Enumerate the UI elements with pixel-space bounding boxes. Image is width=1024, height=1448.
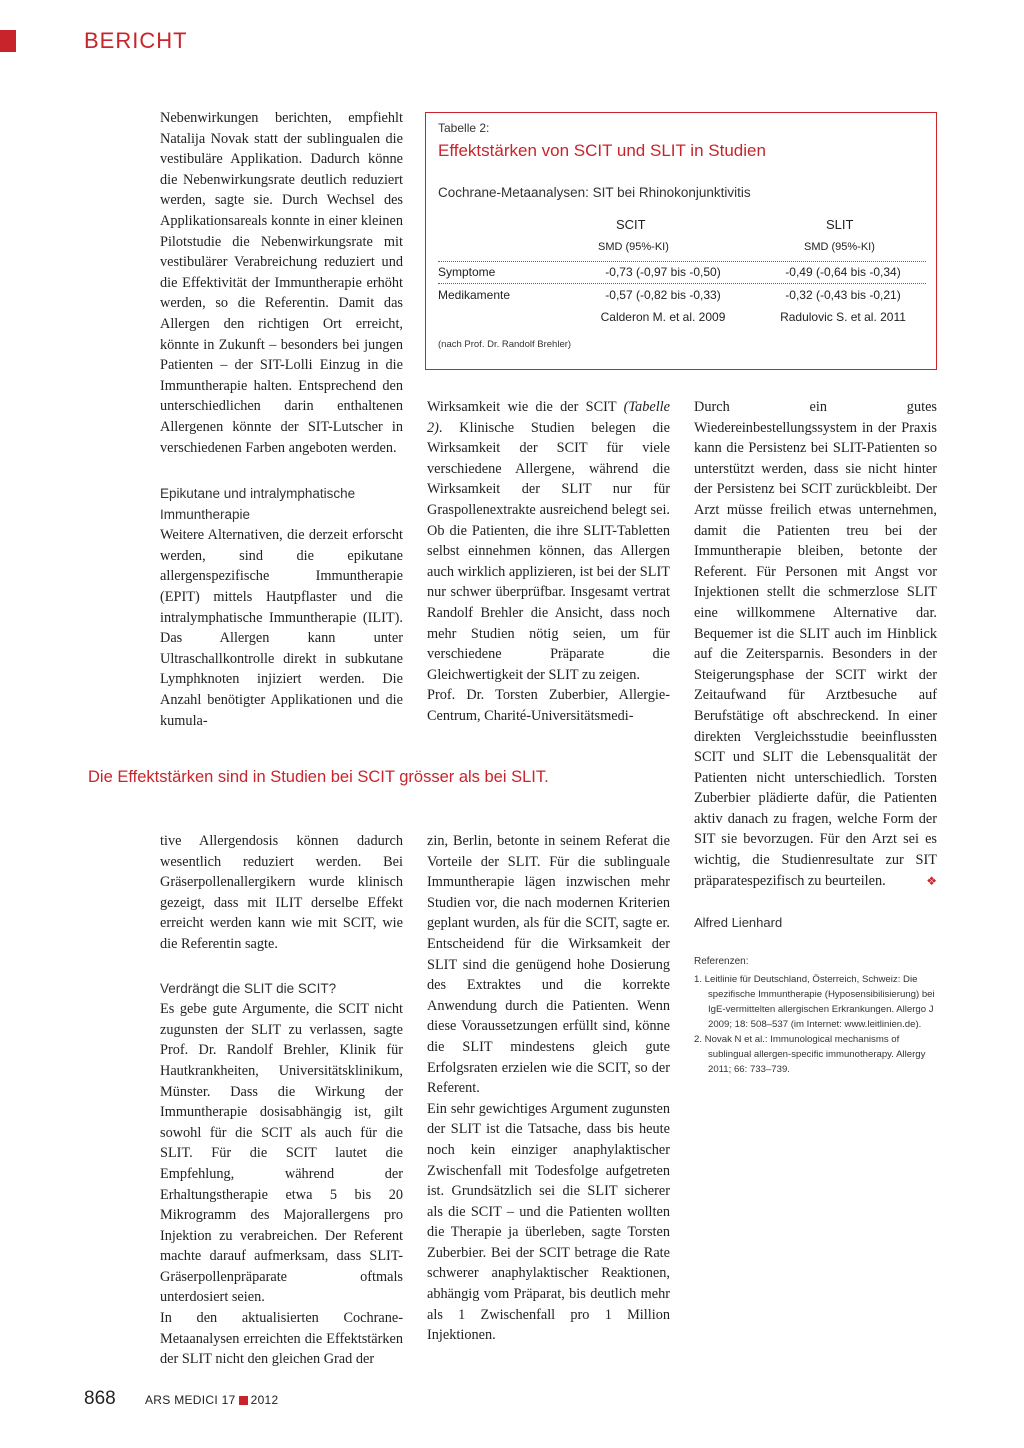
paragraph xyxy=(694,397,937,891)
journal-name: ARS MEDICI 17 xyxy=(145,1393,236,1407)
author: Alfred Lienhard xyxy=(694,915,783,931)
column-1-bottom xyxy=(160,831,403,1370)
section-marker xyxy=(0,30,16,52)
page-number: 868 xyxy=(84,1388,116,1409)
subheading-epikutane: Epikutane und intralymphatische Immuntherapie xyxy=(160,486,356,522)
reference-item: 1. Leitlinie für Deutschland, Österreich, Schweiz: Die spezifische Immuntherapie (Hyposensibilisierung) bei IgE-vermittelten allergischen Erkrankungen. Allergo J 2009; 18: 508–537 (im Internet: www.leitlinien.de). xyxy=(694,974,935,1031)
text-run: Durch ein gutes Wiedereinbestellungssystem in der Praxis kann die Persistenz bei SLIT-Patienten so unterstützt werden, dass sie nicht hinter der Persistenz bei SCIT zurückbleibt. Der Arzt müsse freilich etwas unternehmen, damit die Patienten treu bei der Immuntherapie bleiben, betonte der Referent. Für Personen mit Angst vor Injektionen stellt die schmerzlose SLIT eine willkommene Alternative dar. Bequemer ist die SLIT auch im Hinblick auf die Zeitersparnis. Besonders in der Steigerungsphase der SCIT wirkt der Zeitaufwand für Arztbesuche auf Berufstätige oft abschreckend. In einer direkten Vergleichsstudie beeinflussten SCIT und SLIT die Lebensqualität der Patienten nicht unterschiedlich. Torsten Zuberbier plädierte dafür, die Patienten aktiv danach zu fragen, welche Form der SIT sie bevorzugen. Für den Arzt sei es wichtig, die Studienresultate zur SIT präparatespezifisch zu beurteilen. xyxy=(694,399,937,889)
text-run: Wirksamkeit wie die der SCIT xyxy=(427,399,624,415)
subheading-verdraengt: Verdrängt die SLIT die SCIT? xyxy=(160,980,337,996)
table-subtitle: Cochrane-Metaanalysen: SIT bei Rhinokonjunktivitis xyxy=(438,185,751,200)
column-2-bottom xyxy=(427,831,670,1346)
paragraph: zin, Berlin, betonte in seinem Referat die Vorteile der SLIT. Für die sublinguale Immuntherapie lägen inzwischen mehr Studien vor, die nach modernen Kriterien geplant wurden, als für die SCIT, sagte er. Entscheidend für die Wirksamkeit der SLIT sind die genügend hohe Dosierung des Extraktes und die korrekte Anwendung durch die Patienten. Wenn diese Voraussetzungen erfüllt sind, könne die SLIT mindestens gleich gute Erfolgsraten erzielen wie die SCIT, so der Referent. xyxy=(427,833,670,1097)
column-1-top xyxy=(160,108,403,731)
paragraph: Weitere Alternativen, die derzeit erforscht werden, sind die epikutane allergenspezifische Immuntherapie (EPIT) mittels Hautpflaster und die intralymphatische Immuntherapie (ILIT). Das Allergen kann unter Ultraschallkontrolle direkt in subkutane Lymphknoten injiziert werden. Die Anzahl benötigter Applikationen und die kumula- xyxy=(160,527,403,729)
text-run: . Klinische Studien belegen die Wirksamkeit der SCIT für viele verschiedene Allergene, während die Wirksamkeit der SLIT nur für Graspollenextrakte ausreichend belegt sei. Ob die Patienten, die ihre SLIT-Tabletten selbst einnehmen können, das Allergen auch wirklich applizieren, ist bei der SLIT nur schwer überprüfbar. Insgesamt vertrat Randolf Brehler die Ansicht, dass noch mehr Studien nötig seien, um für verschiedene Präparate die Gleichwertigkeit der SLIT zu zeigen. xyxy=(427,419,670,683)
column-subhead-scit: SMD (95%-KI) xyxy=(598,241,669,253)
source-scit: Calderon M. et al. 2009 xyxy=(600,310,726,324)
paragraph: Es gebe gute Argumente, die SCIT nicht zugunsten der SLIT zu verlassen, sagte Prof. Dr. Randolf Brehler, Klinik für Hautkrankheiten, Universitätsklinikum, Münster. Dass die Wirkung der Immuntherapie dosisabhängig ist, gilt sowohl für die SCIT als auch für die SLIT. Für die SCIT lautet die Empfehlung, während der Erhaltungstherapie etwa 5 bis 20 Mikrogramm des Majorallergens pro Injektion zu verabreichen. Der Referent machte darauf aufmerksam, dass SLIT-Gräserpollenpräparate oftmals unterdosiert seien. xyxy=(160,1001,403,1306)
paragraph xyxy=(427,397,670,685)
divider xyxy=(438,283,926,284)
column-subhead-slit: SMD (95%-KI) xyxy=(804,241,875,253)
references-title: Referenzen: xyxy=(694,955,749,967)
divider xyxy=(438,261,926,262)
cell-symptome-scit: -0,73 (-0,97 bis -0,50) xyxy=(605,265,721,279)
reference-item: 2. Novak N et al.: Immunological mechanisms of sublingual allergen-specific immunotherapy. Allergy 2011; 66: 733–739. xyxy=(694,1034,926,1076)
column-head-scit: SCIT xyxy=(616,217,646,232)
column-3 xyxy=(694,397,937,1077)
row-label-symptome: Symptome xyxy=(438,265,496,279)
paragraph: tive Allergendosis können dadurch wesentlich reduziert werden. Bei Gräserpollenallergikern wurde klinisch gezeigt, dass mit ILIT derselbe Effekt erreicht werden kann wie mit SCIT, wie die Referentin sagte. xyxy=(160,833,403,952)
paragraph: In den aktualisierten Cochrane-Metaanalysen erreichten die Effektstärken der SLIT nicht den gleichen Grad der xyxy=(160,1310,403,1368)
table-2 xyxy=(425,112,937,370)
separator-square xyxy=(239,1396,248,1405)
table-title: Effektstärken von SCIT und SLIT in Studien xyxy=(438,141,766,160)
journal-info xyxy=(145,1393,279,1407)
source-slit: Radulovic S. et al. 2011 xyxy=(780,310,906,324)
paragraph: Ein sehr gewichtiges Argument zugunsten der SLIT ist die Tatsache, dass bis heute noch kein einziger anaphylaktischer Zwischenfall mit Todesfolge aufgetreten ist. Grundsätzlich sei die SLIT sicherer als die SCIT – und die Patienten wollten die Therapie ja überleben, sagte Torsten Zuberbier. Bei der SCIT betrage die Rate schwerer anaphylaktischer Reaktionen, abhängig vom Präparat, bis deutlich mehr als 1 Zwischenfall pro 1 Million Injektionen. xyxy=(427,1100,670,1344)
journal-year: 2012 xyxy=(250,1393,279,1407)
cell-symptome-slit: -0,49 (-0,64 bis -0,34) xyxy=(785,265,901,279)
row-label-medikamente: Medikamente xyxy=(438,288,511,302)
paragraph: Prof. Dr. Torsten Zuberbier, Allergie-Centrum, Charité-Universitätsmedi- xyxy=(427,687,670,724)
table-reference: (Tabelle 2) xyxy=(427,399,670,436)
paragraph: Nebenwirkungen berichten, empfiehlt Natalija Novak statt der sublingualen die vestibuläre Applikation. Dadurch könne die Nebenwirkungsrate deutlich reduziert werden, sagte sie. Durch Wechsel des Applikationsareals konnte in einer kleinen Pilotstudie die Nebenwirkungsrate mit vestibulärer Verabreichung reduziert und die Effektivität der Immuntherapie erhöht werden, so die Referentin. Damit das Allergen den richtigen Ort erreicht, könnte in Zukunft – besonders bei jungen Patienten – der SIT-Lolli Einzug in die Immuntherapie halten. Entsprechend den unterschiedlichen darin enthaltenen Allergenen könnte der SIT-Lutscher in verschiedenen Farben angeboten werden. xyxy=(160,110,403,456)
section-title: BERICHT xyxy=(84,28,188,53)
cell-medikamente-slit: -0,32 (-0,43 bis -0,21) xyxy=(785,288,901,302)
references xyxy=(694,952,937,1078)
column-head-slit: SLIT xyxy=(826,217,854,232)
table-note: (nach Prof. Dr. Randolf Brehler) xyxy=(438,339,572,350)
end-mark-icon: ❖ xyxy=(926,873,937,888)
table-label: Tabelle 2: xyxy=(438,121,490,135)
column-2-top xyxy=(427,397,670,727)
pull-quote: Die Effektstärken sind in Studien bei SCIT grösser als bei SLIT. xyxy=(88,768,549,786)
cell-medikamente-scit: -0,57 (-0,82 bis -0,33) xyxy=(605,288,721,302)
